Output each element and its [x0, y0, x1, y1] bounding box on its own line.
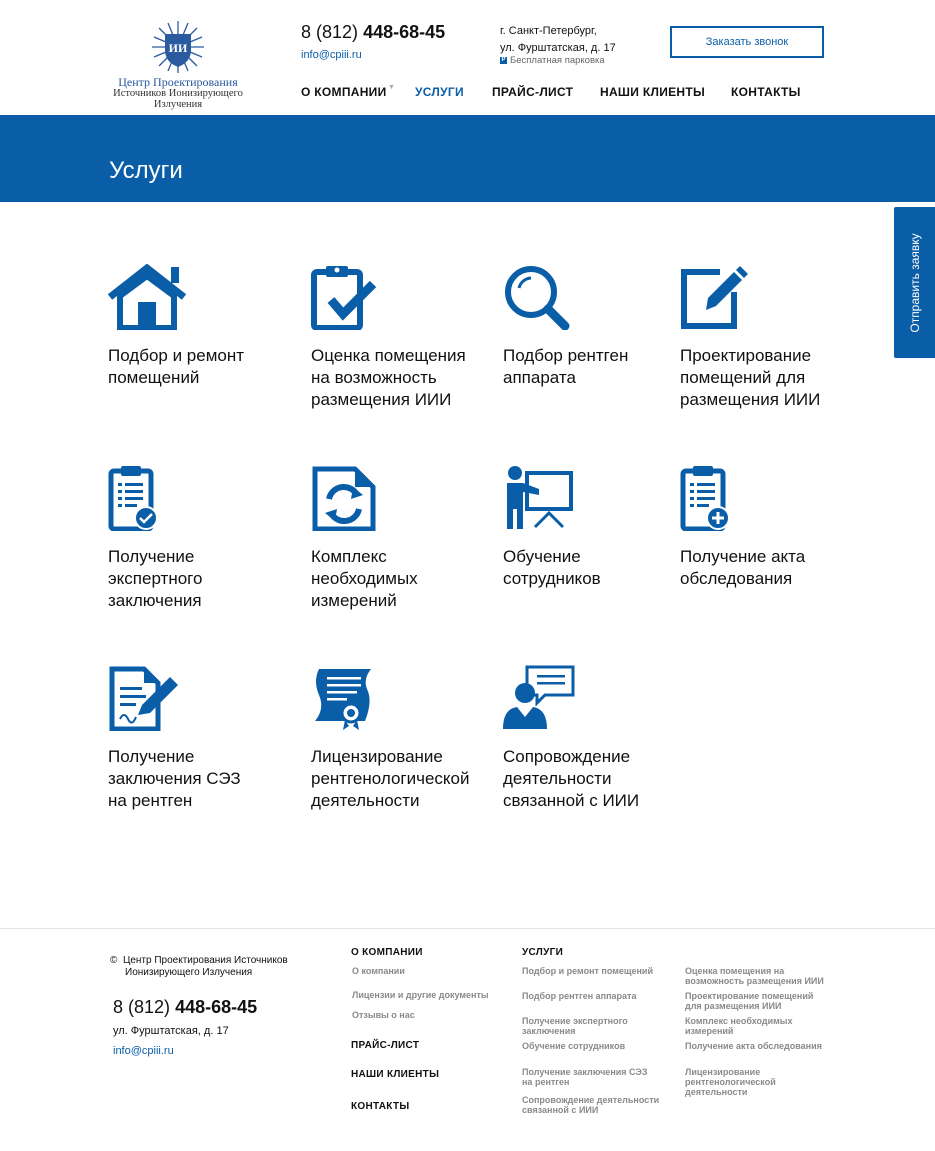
nav-about[interactable]: О КОМПАНИИ: [301, 85, 387, 99]
footer-nav-clients[interactable]: НАШИ КЛИЕНТЫ: [351, 1069, 440, 1080]
service-label: Обучение сотрудников: [503, 547, 601, 588]
header-email-link[interactable]: info@cpiii.ru: [301, 49, 362, 61]
chevron-down-icon: ▼: [388, 84, 395, 91]
document-sign-icon: [108, 665, 188, 731]
certificate-icon: [311, 665, 391, 731]
service-item[interactable]: [108, 264, 244, 389]
parking-note: [500, 55, 605, 66]
house-icon: [108, 264, 188, 330]
nav-services[interactable]: УСЛУГИ: [415, 85, 464, 99]
footer-copyright: © Центр Проектирования Источников: [110, 955, 288, 966]
service-label: Проектирование помещений для размещения ИИИ: [680, 346, 821, 409]
footer-service-link[interactable]: Подбор рентген аппарата: [522, 991, 637, 1001]
logo-line-1: Центр Проектирования: [118, 75, 238, 89]
service-label: Подбор и ремонт помещений: [108, 346, 245, 387]
magnifier-icon: [503, 264, 583, 330]
service-label: Получение заключения СЭЗ на рентген: [108, 747, 241, 810]
service-item[interactable]: [503, 665, 639, 812]
logo-line-3: Излучения: [153, 99, 203, 110]
page-title: Услуги: [109, 157, 183, 184]
pencil-edit-icon: [680, 264, 760, 330]
footer-service-link[interactable]: Комплекс необходимых измерений: [685, 1016, 793, 1036]
nav-clients[interactable]: НАШИ КЛИЕНТЫ: [600, 85, 706, 99]
page-banner: [0, 115, 935, 202]
service-item[interactable]: [503, 264, 628, 389]
service-label: Сопровождение деятельности связанной с ИИИ: [503, 747, 640, 810]
phone-prefix: 8 (812): [301, 22, 359, 42]
footer-divider: [0, 928, 935, 929]
footer-nav-services[interactable]: УСЛУГИ: [522, 947, 564, 958]
logo-emblem-icon: [151, 20, 205, 74]
address-street: ул. Фурштатская, д. 17: [500, 42, 616, 54]
service-label: Получение экспертного заключения: [108, 547, 203, 610]
footer-email-link[interactable]: info@cpiii.ru: [113, 1045, 174, 1057]
header-phone[interactable]: [301, 22, 445, 43]
service-label: Комплекс необходимых измерений: [311, 547, 418, 610]
checklist-plus-icon: [680, 465, 760, 531]
footer-copyright-line-2: Ионизирующего Излучения: [125, 967, 253, 978]
footer-phone[interactable]: 8 (812) 448-68-45: [113, 997, 258, 1017]
footer-service-link[interactable]: Подбор и ремонт помещений: [522, 966, 653, 976]
footer-link-licenses[interactable]: Лицензии и другие документы: [352, 990, 489, 1000]
clipboard-check-icon: [311, 264, 391, 330]
footer-address: ул. Фурштатская, д. 17: [113, 1025, 229, 1037]
footer-nav-contacts[interactable]: КОНТАКТЫ: [351, 1101, 410, 1112]
footer-service-link[interactable]: Получение акта обследования: [685, 1041, 822, 1051]
callback-button[interactable]: Заказать звонок: [670, 26, 824, 58]
service-item[interactable]: [311, 264, 466, 411]
footer-service-link[interactable]: Сопровождение деятельности связанной с ИИИ: [522, 1095, 660, 1115]
address-city: г. Санкт-Петербург,: [500, 25, 597, 37]
logo[interactable]: [108, 20, 248, 110]
footer-service-link[interactable]: Получение экспертного заключения: [522, 1016, 628, 1036]
svg-text:ИИ: ИИ: [168, 41, 188, 55]
service-label: Оценка помещения на возможность размещения ИИИ: [311, 346, 466, 409]
service-item[interactable]: [108, 665, 241, 812]
presentation-icon: [503, 465, 583, 531]
footer-nav-about[interactable]: О КОМПАНИИ: [351, 947, 423, 958]
checklist-check-icon: [108, 465, 188, 531]
service-label: Подбор рентген аппарата: [503, 346, 629, 387]
nav-contacts[interactable]: КОНТАКТЫ: [731, 85, 801, 99]
service-item[interactable]: [680, 465, 805, 590]
logo-line-2: Источников Ионизирующего: [113, 88, 243, 99]
document-refresh-icon: [311, 465, 391, 531]
service-item[interactable]: [108, 465, 202, 612]
footer-service-link[interactable]: Получение заключения СЭЗ на рентген: [522, 1067, 648, 1087]
service-item[interactable]: [311, 465, 418, 612]
service-label: Получение акта обследования: [680, 547, 806, 588]
consultant-icon: [503, 665, 583, 731]
service-item[interactable]: [680, 264, 820, 411]
nav-prices[interactable]: ПРАЙС-ЛИСТ: [492, 85, 574, 99]
footer-link-about[interactable]: О компании: [352, 966, 405, 976]
service-item[interactable]: [503, 465, 601, 590]
footer-nav-prices[interactable]: ПРАЙС-ЛИСТ: [351, 1040, 420, 1051]
footer-service-link[interactable]: Обучение сотрудников: [522, 1041, 626, 1051]
send-request-label: Отправить заявку: [907, 232, 922, 333]
footer-service-link[interactable]: Лицензирование рентгенологической деятельности: [685, 1067, 776, 1097]
send-request-tab[interactable]: [894, 207, 935, 358]
footer-service-link[interactable]: Проектирование помещений для размещения ИИИ: [685, 991, 814, 1011]
parking-text: Бесплатная парковка: [510, 55, 605, 66]
service-item[interactable]: [311, 665, 470, 812]
footer-link-reviews[interactable]: Отзывы о нас: [352, 1010, 415, 1020]
footer-service-link[interactable]: Оценка помещения на возможность размещения ИИИ: [685, 966, 824, 986]
service-label: Лицензирование рентгенологической деятельности: [311, 747, 470, 810]
parking-icon: P: [501, 57, 506, 63]
phone-number: 448-68-45: [363, 22, 446, 42]
